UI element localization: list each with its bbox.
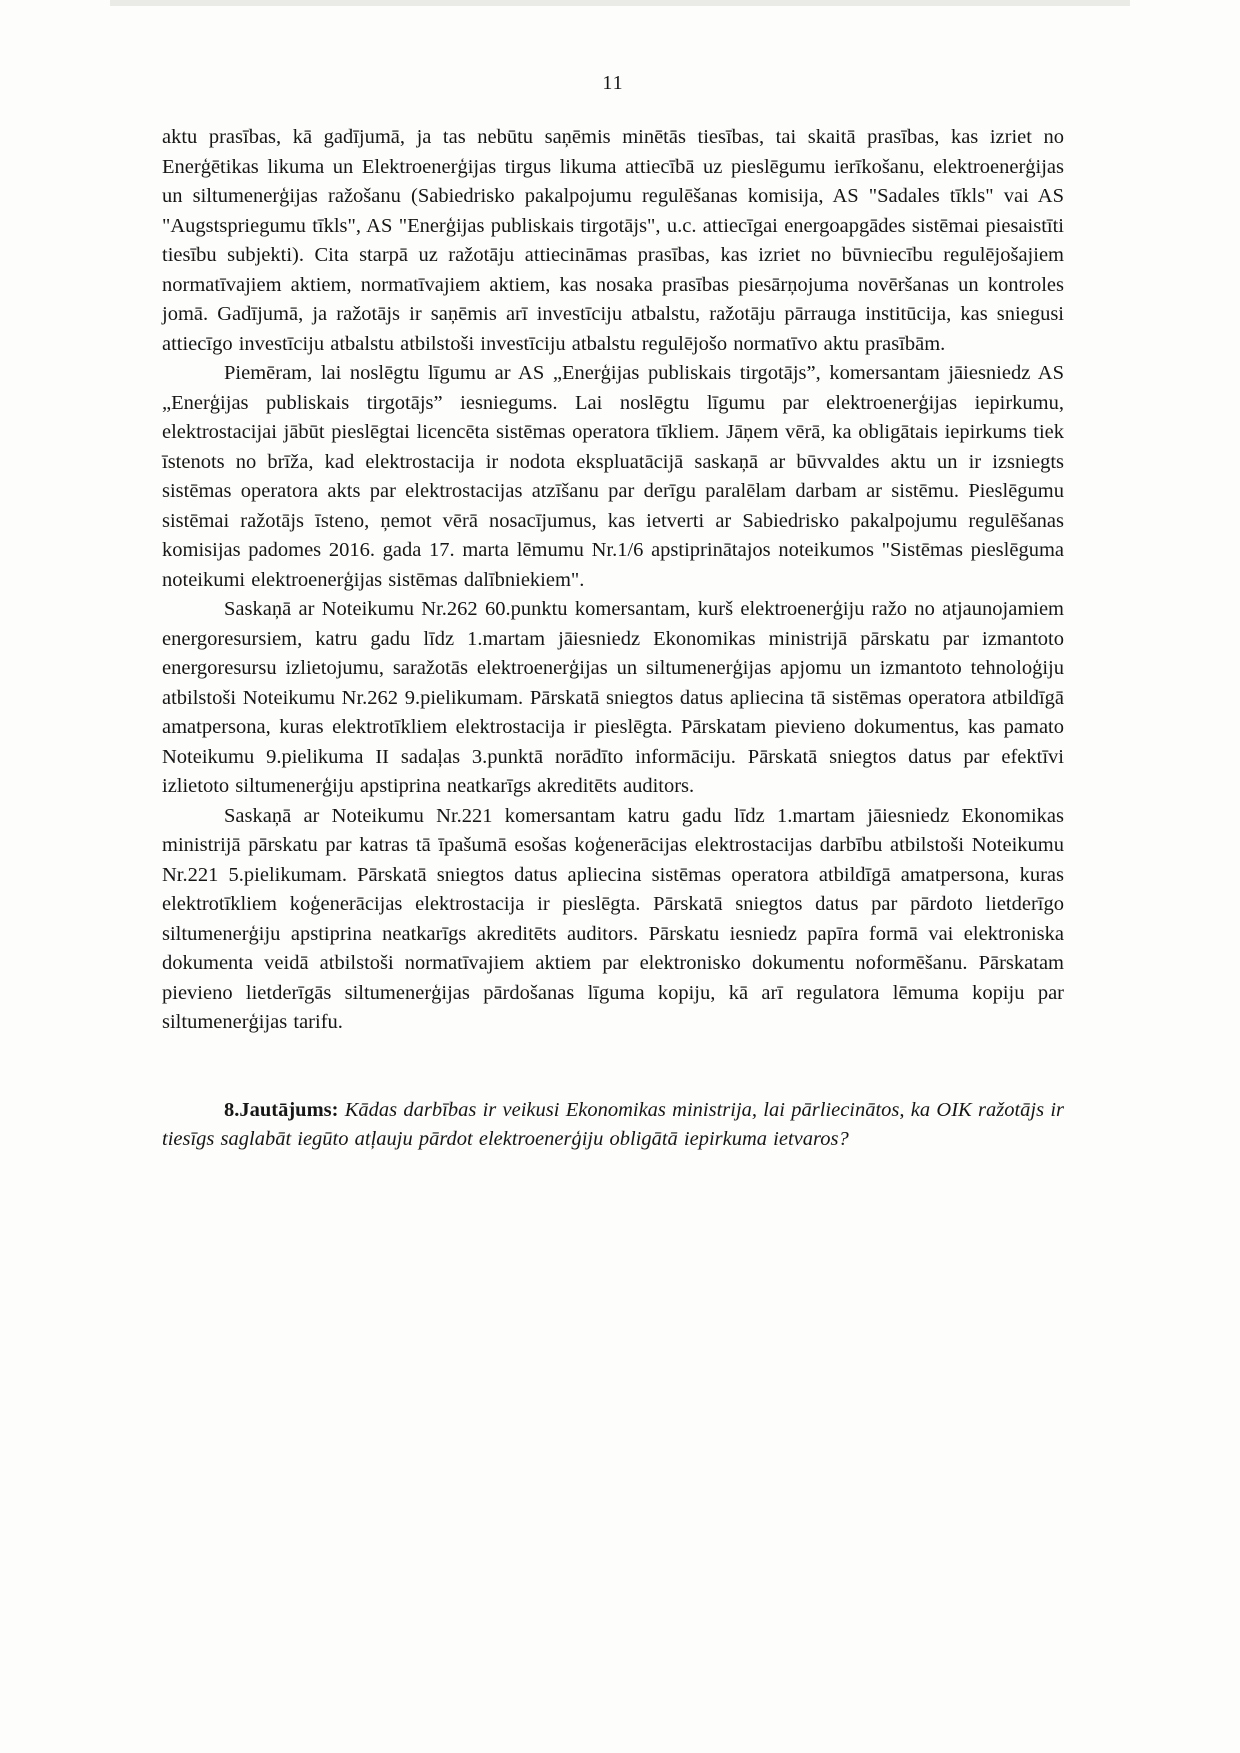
paragraph: aktu prasības, kā gadījumā, ja tas nebūtu saņēmis minētās tiesības, tai skaitā prasības, kas izriet no Enerģētikas likuma un Elektroenerģijas tirgus likuma attiecībā uz pieslēgumu ierīkošanu, elektroenerģijas un siltumenerģijas ražošanu (Sabiedrisko pakalpojumu regulēšanas komisija, AS "Sadales tīkls" vai AS "Augstspriegumu tīkls", AS "Enerģijas publiskais tirgotājs", u.c. attiecīgai energoapgādes sistēmai piesaistīti tiesību subjekti). Cita starpā uz ražotāju attiecināmas prasības, kas izriet no būvniecību regulējošajiem normatīvajiem aktiem, normatīvajiem aktiem, kas nosaka prasības piesārņojuma novēršanas un kontroles jomā. Gadījumā, ja ražotājs ir saņēmis arī investīciju atbalstu, ražotāju pārrauga institūcija, kas sniegusi attiecīgo investīciju atbalstu atbilstoši investīciju atbalstu regulējošo normatīvo aktu prasībām. — [162, 126, 1064, 355]
paragraph: Piemēram, lai noslēgtu līgumu ar AS „Enerģijas publiskais tirgotājs”, komersantam jāiesniedz AS „Enerģijas publiskais tirgotājs” iesniegums. Lai noslēgtu līgumu par elektroenerģijas iepirkumu, elektrostacijai jābūt pieslēgtai licencēta sistēmas operatora tīkliem. Jāņem vērā, ka obligātais iepirkums tiek īstenots no brīža, kad elektrostacija ir nodota ekspluatācijā saskaņā ar būvvaldes aktu un ir izsniegts sistēmas operatora akts par elektrostacijas atzīšanu par derīgu paralēlam darbam ar sistēmu. Pieslēgumu sistēmai ražotājs īsteno, ņemot vērā nosacījumus, kas ietverti ar Sabiedrisko pakalpojumu regulēšanas komisijas padomes 2016. gada 17. marta lēmumu Nr.1/6 apstiprinātajos noteikumos "Sistēmas pieslēguma noteikumi elektroenerģijas sistēmas dalībniekiem". — [162, 362, 1064, 591]
question-paragraph — [162, 1096, 1064, 1155]
question-text: Kādas darbības ir veikusi Ekonomikas ministrija, lai pārliecinātos, ka OIK ražotājs ir tiesīgs saglabāt iegūto atļauju pārdot elektroenerģiju obligātā iepirkuma ietvaros? — [162, 1098, 1065, 1150]
paragraph: Saskaņā ar Noteikumu Nr.262 60.punktu komersantam, kurš elektroenerģiju ražo no atjaunojamiem energoresursiem, katru gadu līdz 1.martam jāiesniedz Ekonomikas ministrijā pārskatu par izmantoto energoresursu izlietojumu, saražotās elektroenerģijas un siltumenerģijas apjomu un izmantoto tehnoloģiju atbilstoši Noteikumu Nr.262 9.pielikumam. Pārskatā sniegtos datus apliecina tā sistēmas operatora atbildīgā amatpersona, kuras elektrotīkliem elektrostacija ir pieslēgta. Pārskatam pievieno dokumentus, kas pamato Noteikumu 9.pielikuma II sadaļas 3.punktā norādīto informāciju. Pārskatā sniegtos datus par efektīvi izlietoto siltumenerģiju apstiprina neatkarīgs akreditēts auditors. — [162, 598, 1064, 797]
paragraph: Saskaņā ar Noteikumu Nr.221 komersantam katru gadu līdz 1.martam jāiesniedz Ekonomikas ministrijā pārskatu par katras tā īpašumā esošas koģenerācijas elektrostacijas darbību atbilstoši Noteikumu Nr.221 5.pielikumam. Pārskatā sniegtos datus apliecina sistēmas operatora atbildīgā amatpersona, kuras elektrotīkliem koģenerācijas elektrostacija ir pieslēgta. Pārskatā sniegtos datus par pārdoto lietderīgo siltumenerģiju apstiprina neatkarīgs akreditēts auditors. Pārskatu iesniedz papīra formā vai elektroniska dokumenta veidā atbilstoši normatīvajiem aktiem par elektronisko dokumentu noformēšanu. Pārskatam pievieno lietderīgās siltumenerģijas pārdošanas līguma kopiju, kā arī regulatora lēmuma kopiju par siltumenerģijas tarifu. — [162, 804, 1064, 1033]
page-number: 11 — [602, 72, 624, 94]
question-label: 8.Jautājums: — [224, 1098, 339, 1121]
document-body — [162, 123, 1064, 1155]
